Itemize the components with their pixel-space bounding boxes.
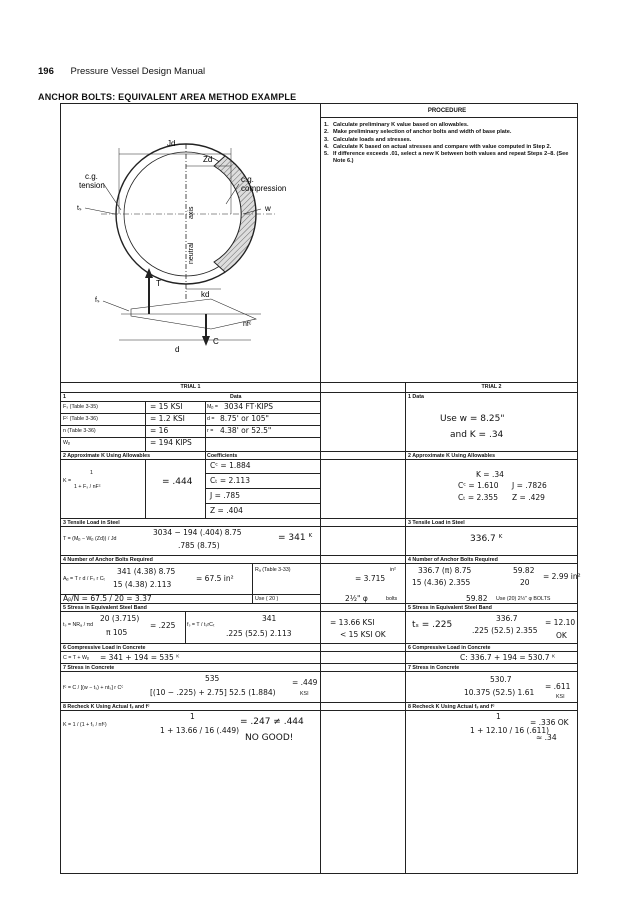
fc-result: = .449 — [292, 678, 318, 687]
n-table-label: n (Table 3-36) — [63, 428, 96, 434]
t2-fc-unit: KSI — [556, 694, 565, 700]
anchor-bolt-diagram — [61, 104, 320, 382]
trial1-data-label: Data — [230, 394, 242, 400]
k-recheck-formula: K = 1 / (1 + fₛ / nfᶜ) — [63, 722, 107, 728]
k-value-t2: K = .34 — [476, 470, 504, 479]
k-value-t1: = .444 — [162, 477, 193, 487]
trial2-s7-title: 7 Stress in Concrete — [408, 665, 460, 671]
k-formula-den: 1 + Fₛ / nFᶜ — [74, 484, 101, 490]
z-value-t2: Z = .429 — [512, 493, 545, 502]
d-label: d — [175, 345, 180, 354]
procedure-step: 1. Calculate preliminary K value based on allowables. — [324, 122, 469, 128]
page-number: 196 — [38, 66, 54, 77]
t2-fs-den: .225 (52.5) 2.355 — [472, 626, 538, 635]
t2-fc-result: = .611 — [545, 682, 571, 691]
k-formula-lhs: K = — [63, 478, 72, 484]
procedure-heading: PROCEDURE — [427, 108, 467, 114]
c-calc: = 341 + 194 = 535 ᴷ — [100, 653, 180, 662]
ra-label: Rₐ (Table 3-33) — [255, 567, 291, 573]
t2-k-num: 1 — [496, 712, 501, 721]
fs-check: < 15 KSI OK — [340, 630, 386, 639]
t2-k-approx: ≈ .34 — [536, 733, 557, 742]
coef-label: Coefficients — [207, 453, 238, 459]
t2-fc-den: 10.375 (52.5) 1.61 — [464, 688, 535, 697]
trial1-s4-title: 4 Number of Anchor Bolts Required — [63, 557, 153, 563]
cc-value-t2: Cᶜ = 1.610 — [458, 481, 499, 490]
c-label: C — [213, 337, 219, 346]
trial-section-rule — [61, 382, 577, 383]
fc-calc-num: 535 — [205, 674, 220, 683]
r-value: 4.38' or 52.5" — [220, 426, 272, 435]
t2-use: Use (20) 2½" φ BOLTS — [496, 596, 551, 602]
axis-label: axis — [188, 206, 195, 219]
t2-fc-num: 530.7 — [490, 675, 512, 684]
kd-label: kd — [201, 290, 210, 299]
t-calc-num: 3034 − 194 (.404) 8.75 — [153, 528, 242, 537]
t2-k-result: = .336 OK — [530, 718, 569, 727]
ab-calc-den: 15 (4.38) 2.113 — [113, 580, 172, 589]
t-label: T — [156, 279, 161, 288]
fs-formula: fₛ = T / tₛrCₜ — [187, 622, 215, 628]
trial1-s1-num: 1 — [63, 394, 66, 400]
t2-ts: tₛ = .225 — [412, 620, 453, 630]
fs-calc-den: .225 (52.5) 2.113 — [226, 629, 292, 638]
t2-ab-result: = 2.99 in² — [543, 572, 581, 581]
t2-calc2-den: 20 — [520, 578, 530, 587]
j-value-t1: J = .785 — [210, 491, 240, 500]
t2-and-k: and K = .34 — [450, 430, 504, 440]
ntc-label: nfᶜ — [243, 321, 252, 328]
top-divider — [320, 104, 321, 382]
t-result: = 341 ᴷ — [278, 533, 313, 543]
ab-calc-num: 341 (4.38) 8.75 — [117, 567, 176, 576]
ra-value: = 3.715 — [355, 574, 386, 583]
fs-value: = 15 KSI — [150, 402, 183, 411]
fc-unit: KSI — [300, 691, 309, 697]
fc-value: = 1.2 KSI — [150, 414, 185, 423]
no-good-verdict: NO GOOD! — [245, 733, 294, 743]
trial2-s1-title: 1 Data — [408, 394, 424, 400]
ab-result: = 67.5 in² — [196, 574, 234, 583]
neutral-label: neutral — [188, 242, 195, 264]
ct-value-t2: Cₜ = 2.355 — [458, 493, 498, 502]
t2-fs-ok: OK — [556, 631, 567, 640]
ab-formula: Aᵦ = T r d / Fₛ r Cₜ — [63, 576, 106, 582]
zd-label: Zd — [203, 155, 213, 164]
trial1-s3-title: 3 Tensile Load in Steel — [63, 520, 120, 526]
page-header — [38, 66, 205, 77]
procedure-step: 5. If difference exceeds .01, select a new K between both values and repeat Steps 2–8. (See Note 6.) — [324, 151, 569, 165]
jd-label: Jd — [167, 139, 176, 148]
t2-tensile: 336.7 ᴷ — [470, 534, 503, 544]
cc-value-t1: Cᶜ = 1.884 — [210, 461, 251, 470]
fc-formula: fᶜ = C / [(w − tₛ) + ntₛ] r Cᶜ — [63, 685, 124, 691]
fc-table-label: Fᶜ (Table 3-36) — [63, 416, 98, 422]
trial2-s3-title: 3 Tensile Load in Steel — [408, 520, 465, 526]
cg-compression-label: c.g. — [241, 175, 254, 184]
ts-label: tₛ — [77, 205, 82, 212]
cg-tension-label: c.g. — [85, 172, 98, 181]
z-value-t1: Z = .404 — [210, 506, 243, 515]
trial2-s4-title: 4 Number of Anchor Bolts Required — [408, 557, 498, 563]
ts-calc-num: 20 (3.715) — [100, 614, 140, 623]
ts-result: = .225 — [150, 621, 176, 630]
d-value: 8.75' or 105" — [220, 414, 269, 423]
trial1-s5-title: 5 Stress in Equivalent Steel Band — [63, 605, 147, 611]
wb-label: Wᵦ — [63, 440, 71, 446]
mb-label: Mᵦ = — [207, 404, 219, 410]
procedure-step: 4. Calculate K based on actual stresses and compare with value computed in Step 2. — [324, 143, 552, 150]
procedure-list — [324, 122, 576, 166]
procedure-step: 2. Make preliminary selection of anchor bolts and width of base plate. — [324, 129, 512, 136]
t2-calc2-num: 59.82 — [513, 566, 535, 575]
tension-label: tension — [79, 181, 105, 190]
n-value: = 16 — [150, 426, 169, 435]
use-bolt: 2½" φ — [345, 594, 368, 603]
k-formula-num: 1 — [90, 470, 93, 476]
t2-fs-result: = 12.10 — [545, 618, 576, 627]
k-recheck-den: 1 + 13.66 / 16 (.449) — [160, 726, 240, 735]
wb-value: = 194 KIPS — [150, 438, 192, 447]
trial2-s2-title: 2 Approximate K Using Allowables — [408, 453, 496, 459]
r-label: r = — [207, 428, 214, 434]
trial1-s8-title: 8 Recheck K Using Actual fₛ and fᶜ — [63, 704, 150, 710]
t2-k-den: 1 + 12.10 / 16 (.611) — [470, 726, 550, 735]
trial1-s7-title: 7 Stress in Concrete — [63, 665, 115, 671]
ab-per-n: Aᵦ/N = 67.5 / 20 = 3.37 — [63, 594, 152, 603]
fc-calc-den: [(10 − .225) + 2.75] 52.5 (1.884) — [150, 688, 276, 697]
t2-fs-num: 336.7 — [496, 614, 518, 623]
t2-ab: 59.82 — [466, 594, 488, 603]
ts-calc-den: π 105 — [106, 628, 128, 637]
t-calc-den: .785 (8.75) — [178, 541, 220, 550]
ts-formula: tₛ = NRₐ / πd — [63, 622, 94, 628]
ct-value-t1: Cₜ = 2.113 — [210, 476, 250, 485]
j-value-t2: J = .7826 — [512, 481, 547, 490]
trial2-s6-title: 6 Compressive Load in Concrete — [408, 645, 491, 651]
t2-use-w: Use w = 8.25" — [440, 414, 505, 424]
k-recheck-result: = .247 ≠ .444 — [240, 717, 304, 727]
section-title: ANCHOR BOLTS: EQUIVALENT AREA METHOD EXAMPLE — [38, 92, 297, 102]
trial2-s8-title: 8 Recheck K Using Actual fₛ and fᶜ — [408, 704, 495, 710]
ra-unit: in² — [390, 567, 396, 573]
procedure-header-rule — [320, 117, 577, 118]
book-title: Pressure Vessel Design Manual — [70, 66, 206, 77]
procedure-step: 3. Calculate loads and stresses. — [324, 136, 412, 143]
mb-value: 3034 FT·KIPS — [224, 402, 274, 411]
d-label-t1: d = — [207, 416, 215, 422]
t-formula: T = (Mᵦ − Wᵦ (Zd)) / Jd — [63, 536, 117, 542]
bolts-label: bolts — [386, 596, 398, 602]
k-recheck-num: 1 — [190, 712, 195, 721]
use-label: Use ( 20 ) — [255, 596, 279, 602]
trial1-s2-title: 2 Approximate K Using Allowables — [63, 453, 151, 459]
fs-result: = 13.66 KSI — [330, 618, 375, 627]
t2-ab-num: 336.7 (π) 8.75 — [418, 566, 472, 575]
trial2-header: TRIAL 2 — [481, 384, 502, 390]
trial1-s6-title: 6 Compressive Load in Concrete — [63, 645, 146, 651]
trial2-s5-title: 5 Stress in Equivalent Steel Band — [408, 605, 492, 611]
fs-label: fₛ — [95, 297, 100, 304]
t2-c-calc: C: 336.7 + 194 = 530.7 ᴷ — [460, 653, 555, 662]
t2-ab-den: 15 (4.36) 2.355 — [412, 578, 471, 587]
c-formula: C = T + Wᵦ — [63, 655, 89, 661]
trial1-header: TRIAL 1 — [180, 384, 201, 390]
w-label: w — [265, 204, 271, 213]
compression-label: compression — [241, 184, 287, 193]
fs-table-label: Fₛ (Table 3-35) — [63, 404, 98, 410]
fs-calc-num: 341 — [262, 614, 277, 623]
